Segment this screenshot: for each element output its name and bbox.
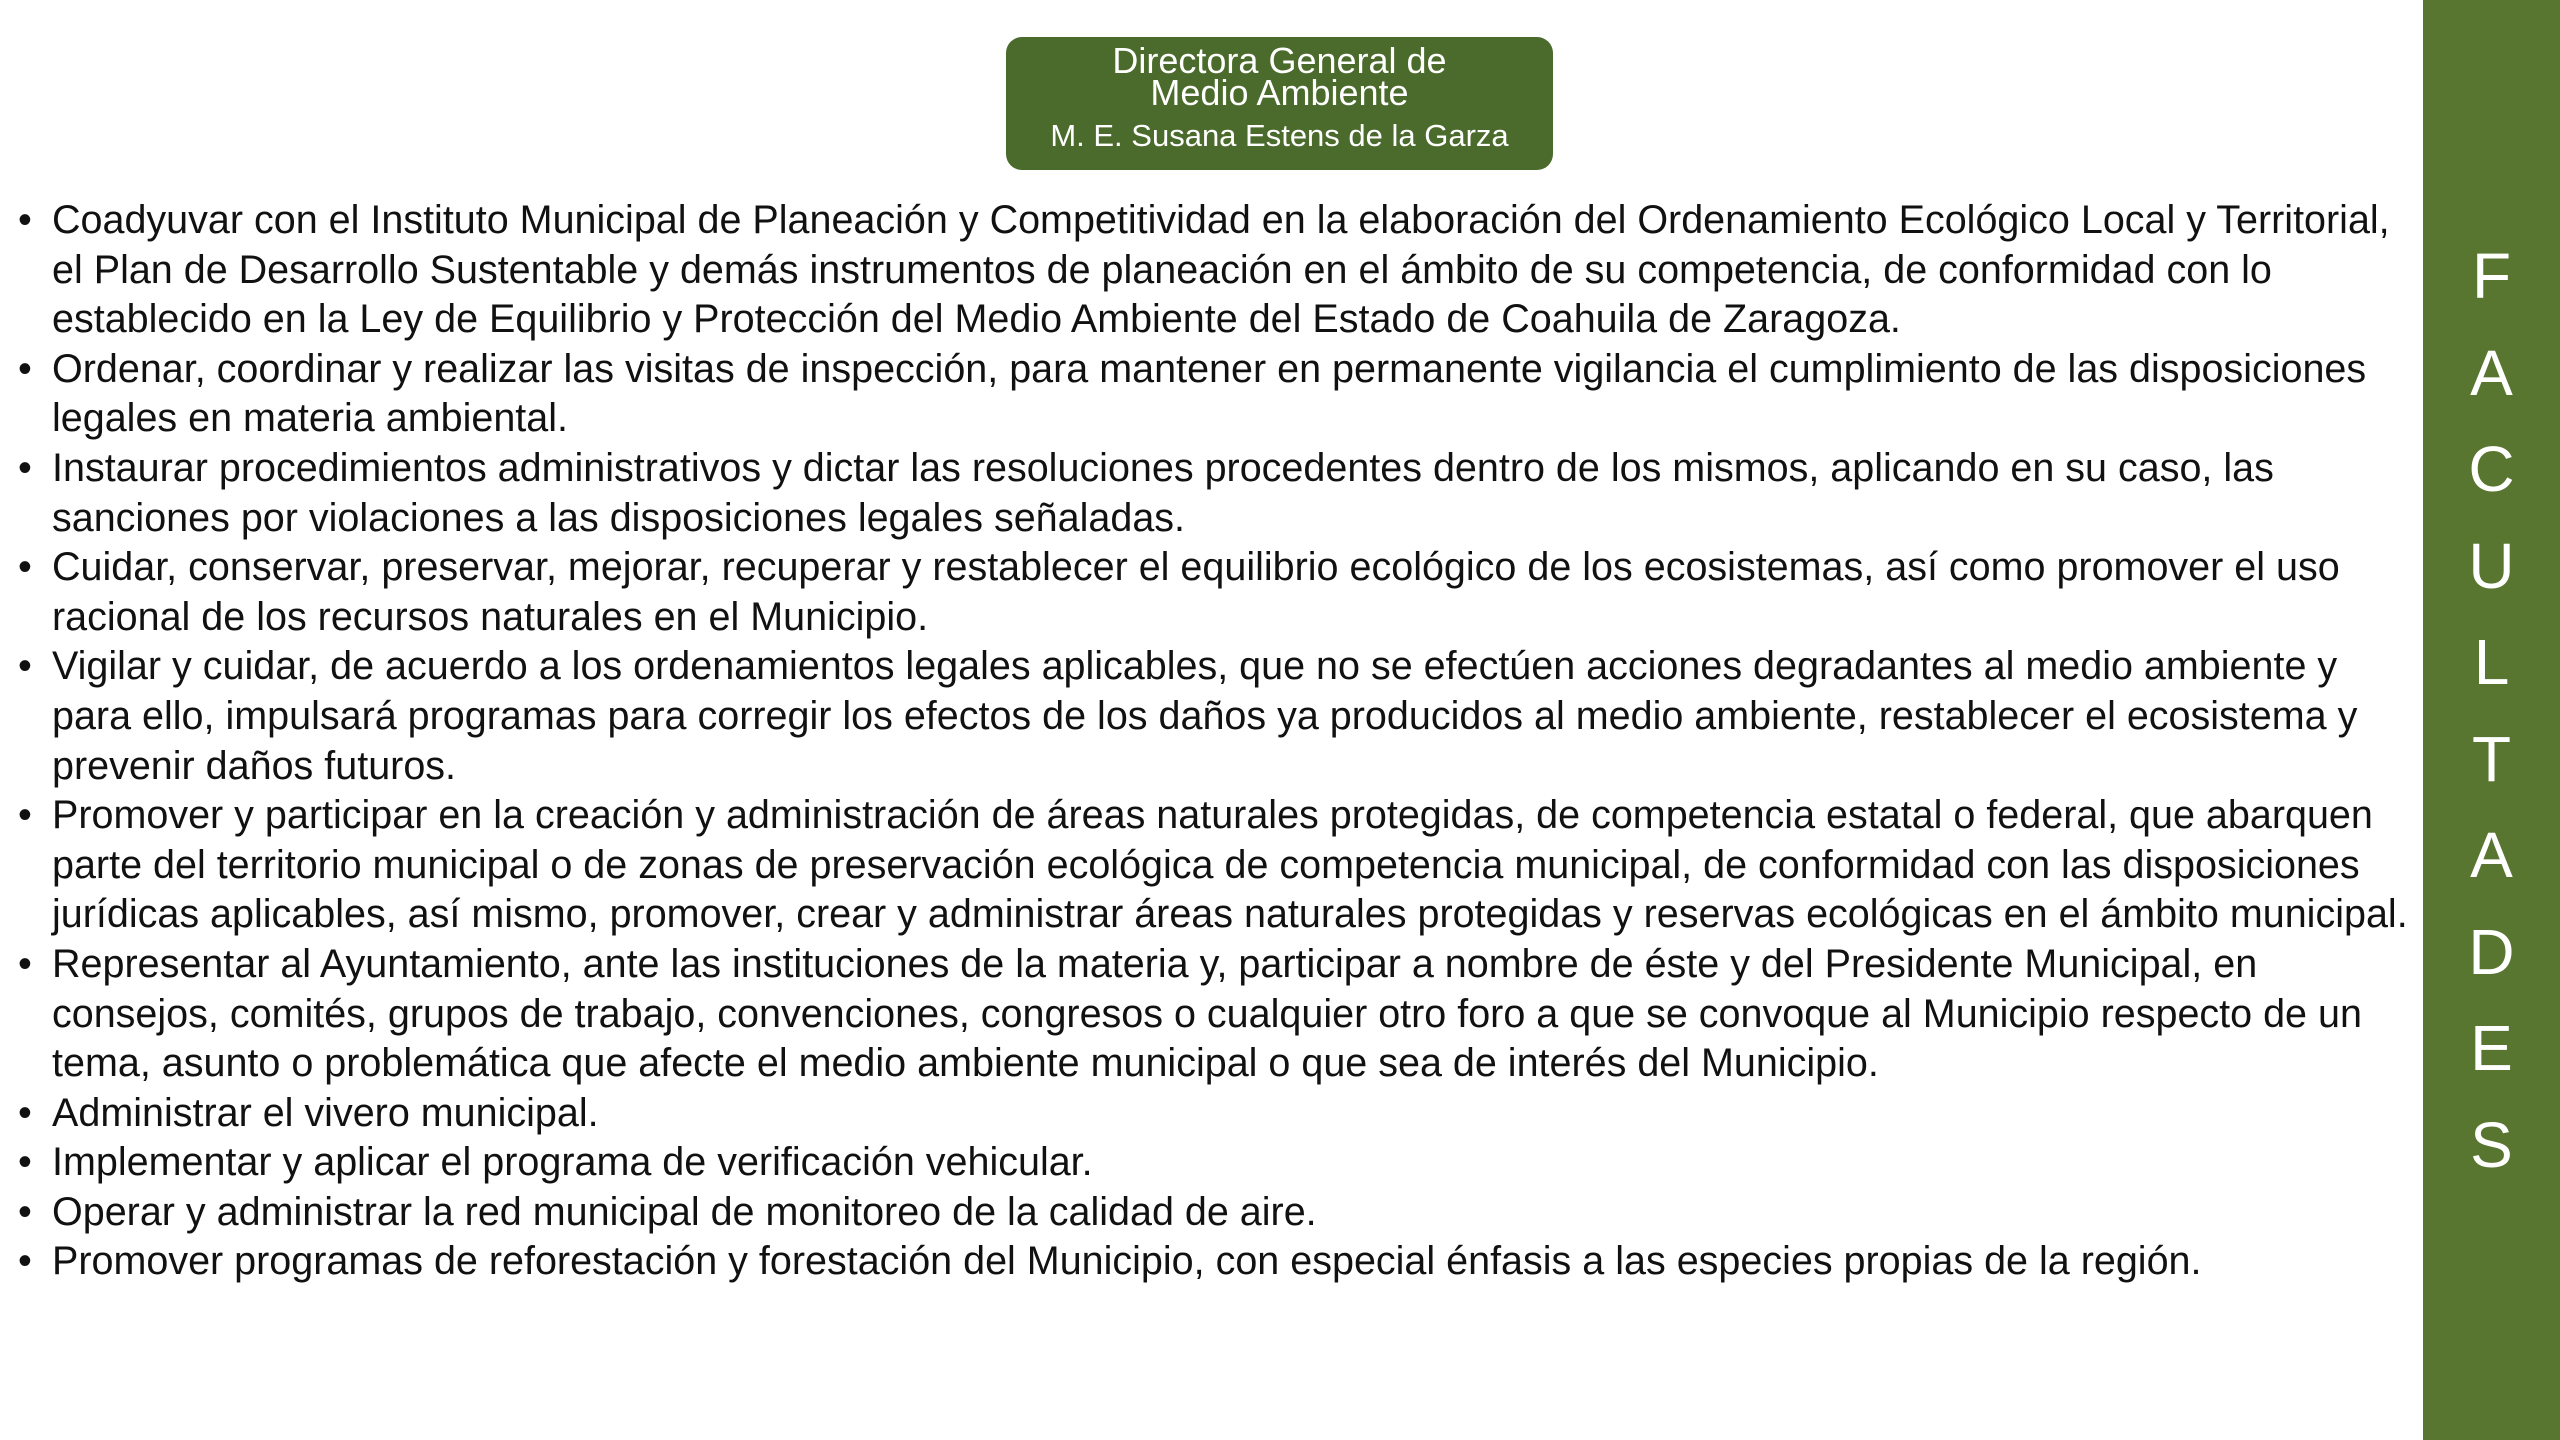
list-item-text: Vigilar y cuidar, de acuerdo a los ordenamientos legales aplicables, que no se efectúen acciones degradantes al medio ambiente y para ello, impulsará programas para corregir los efectos de los daños ya producidos al medio ambiente, restablecer el ecosistema y prevenir daños futuros. [52, 644, 2358, 788]
list-item [18, 1188, 2418, 1238]
title-line-2: Medio Ambiente [1150, 72, 1409, 113]
list-item-text: Operar y administrar la red municipal de monitoreo de la calidad de aire. [52, 1189, 1317, 1234]
sidebar-letter: T [2471, 722, 2512, 795]
sidebar-letter: C [2468, 433, 2515, 505]
sidebar-letter: F [2471, 240, 2512, 312]
title-line-1: Directora General de [1112, 40, 1447, 81]
bullet-icon: • [18, 1090, 32, 1135]
list-item-text: Promover programas de reforestación y forestación del Municipio, con especial énfasis a las especies propias de la región. [52, 1239, 2202, 1284]
sidebar-letter: S [2470, 1108, 2513, 1181]
bullet-icon: • [18, 941, 32, 986]
bullet-icon: • [18, 644, 32, 689]
list-item [18, 444, 2418, 543]
list-item-text: Cuidar, conservar, preservar, mejorar, recuperar y restablecer el equilibrio ecológico de los ecosistemas, así como promover el uso racional de los recursos naturales en el Municipio. [52, 545, 2340, 639]
list-item [18, 642, 2418, 791]
list-item-text: Instaurar procedimientos administrativos y dictar las resoluciones procedentes dentro de los mismos, aplicando en su caso, las sanciones por violaciones a las disposiciones legales señaladas. [52, 445, 2274, 540]
list-item [18, 791, 2418, 940]
list-item [18, 543, 2418, 642]
bullet-icon: • [18, 346, 32, 391]
bullet-icon: • [18, 793, 32, 838]
sidebar-letter: D [2468, 915, 2515, 988]
sidebar-letter: U [2468, 529, 2515, 602]
bullet-icon: • [18, 1189, 32, 1234]
list-item [18, 196, 2418, 345]
sidebar-letter: L [2473, 626, 2510, 698]
list-item-text: Ordenar, coordinar y realizar las visitas de inspección, para mantener en permanente vigilancia el cumplimiento de las disposiciones legales en materia ambiental. [52, 346, 2367, 441]
director-name: M. E. Susana Estens de la Garza [1050, 118, 1509, 153]
list-item-text: Administrar el vivero municipal. [52, 1090, 599, 1135]
list-item [18, 1237, 2418, 1287]
list-item-text: Representar al Ayuntamiento, ante las instituciones de la materia y, participar a nombre de éste y del Presidente Municipal, en consejos, comités, grupos de trabajo, convenciones, congresos o cualquier otro foro a que se convoque al Municipio respecto de un tema, asunto o problemática que afecte el medio ambiente municipal o que sea de interés del Municipio. [52, 941, 2362, 1086]
sidebar-letter: A [2470, 819, 2513, 891]
bullet-icon: • [18, 545, 32, 590]
bullet-icon: • [18, 198, 32, 242]
title-box [1006, 37, 1553, 170]
sidebar-letter: E [2470, 1012, 2513, 1084]
list-item [18, 345, 2418, 444]
faculties-list [18, 196, 2418, 1287]
bullet-icon: • [18, 1140, 32, 1185]
list-item-text: Implementar y aplicar el programa de verificación vehicular. [52, 1140, 1093, 1185]
list-item [18, 940, 2418, 1089]
list-item [18, 1089, 2418, 1139]
list-item-text: Promover y participar en la creación y administración de áreas naturales protegidas, de competencia estatal o federal, que abarquen parte del territorio municipal o de zonas de preservación ecológica de competencia municipal, de conformidad con las disposiciones jurídicas aplicables, así mismo, promover, crear y administrar áreas naturales protegidas y reservas ecológicas en el ámbito municipal. [52, 793, 2408, 937]
list-item-text: Coadyuvar con el Instituto Municipal de Planeación y Competitividad en la elaboración del Ordenamiento Ecológico Local y Territorial, el Plan de Desarrollo Sustentable y demás instrumentos de planeación en el ámbito de su competencia, de conformidad con lo establecido en la Ley de Equilibrio y Protección del Medio Ambiente del Estado de Coahuila de Zaragoza. [52, 198, 2390, 342]
bullet-icon: • [18, 445, 32, 490]
sidebar-letter: A [2470, 336, 2513, 409]
sidebar-vertical-title [2423, 228, 2560, 1193]
bullet-icon: • [18, 1239, 32, 1284]
list-item [18, 1138, 2418, 1188]
sidebar-banner [2423, 0, 2560, 1440]
